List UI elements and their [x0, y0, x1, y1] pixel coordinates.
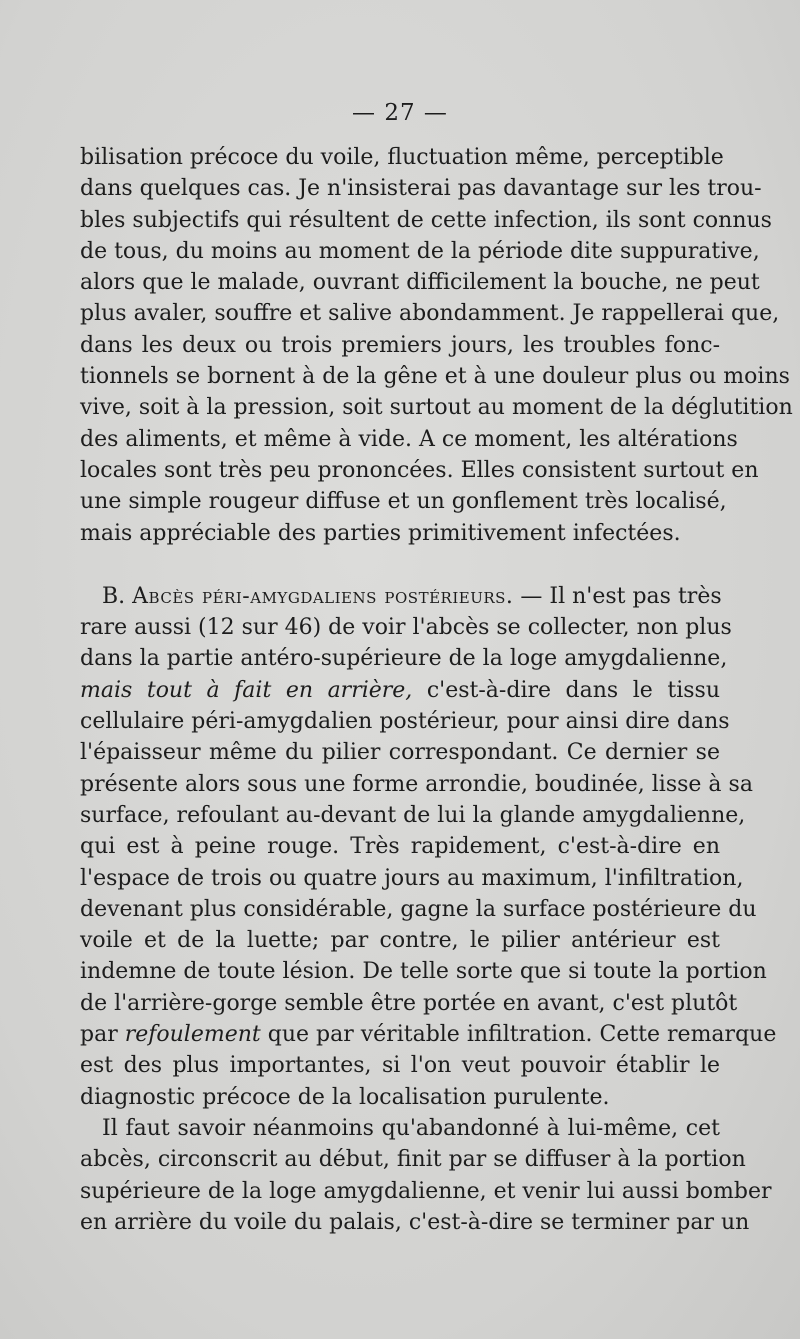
- text-line: présente alors sous une forme arrondie, boudinée, lisse à sa: [80, 771, 753, 797]
- text-line: diagnostic précoce de la localisation purulente.: [80, 1084, 610, 1110]
- text-line: devenant plus considérable, gagne la surface postérieure du: [80, 896, 757, 922]
- text-line: locales sont très peu prononcées. Elles consistent surtout en: [80, 457, 759, 483]
- text-line: [80, 1019, 777, 1050]
- section-heading: Abcès péri-amygdaliens postérieurs.: [132, 583, 514, 609]
- text-line: rare aussi (12 sur 46) de voir l'abcès se collecter, non plus: [80, 615, 732, 641]
- text-line: plus avaler, souffre et salive abondamment. Je rappellerai que,: [80, 301, 780, 327]
- text-line: vive, soit à la pression, soit surtout au moment de la déglutition: [80, 395, 793, 421]
- text-span: c'est-à-dire dans le tissu: [412, 677, 720, 703]
- text-span: — Il n'est pas très: [513, 583, 722, 609]
- text-line: tionnels se bornent à de la gêne et à une douleur plus ou moins: [80, 364, 790, 390]
- text-line: l'espace de trois ou quatre jours au maximum, l'infiltration,: [80, 865, 744, 891]
- text-line: Il faut savoir néanmoins qu'abandonné à lui-même, cet: [102, 1115, 720, 1141]
- text-line: bles subjectifs qui résultent de cette infection, ils sont connus: [80, 207, 772, 233]
- text-line: mais appréciable des parties primitivement infectées.: [80, 520, 681, 546]
- text-line: [80, 581, 720, 612]
- paragraph-1: [80, 142, 793, 549]
- text-line: supérieure de la loge amygdalienne, et venir lui aussi bomber: [80, 1178, 772, 1204]
- text-line: en arrière du voile du palais, c'est-à-dire se terminer par un: [80, 1209, 750, 1235]
- text-line: abcès, circonscrit au début, finit par se diffuser à la portion: [80, 1147, 746, 1173]
- text-line: est des plus importantes, si l'on veut pouvoir établir le: [80, 1053, 720, 1079]
- text-line: indemne de toute lésion. De telle sorte que si toute la portion: [80, 959, 767, 985]
- text-line: bilisation précoce du voile, fluctuation même, perceptible: [80, 145, 724, 170]
- italic-text: refoulement: [124, 1022, 261, 1048]
- text-line: une simple rougeur diffuse et un gonflement très localisé,: [80, 489, 727, 515]
- paragraph-3: [80, 1113, 772, 1238]
- text-line: dans quelques cas. Je n'insisterai pas davantage sur les trou-: [80, 176, 762, 202]
- text-line: de l'arrière-gorge semble être portée en avant, c'est plutôt: [80, 990, 738, 1016]
- text-line: de tous, du moins au moment de la période dite suppurative,: [80, 238, 760, 264]
- body-text: [80, 142, 793, 1238]
- text-line: surface, refoulant au-devant de lui la glande amygdalienne,: [80, 802, 746, 828]
- text-line: [80, 675, 720, 706]
- section-label: B.: [102, 583, 133, 609]
- text-line: l'épaisseur même du pilier correspondant. Ce dernier se: [80, 740, 720, 766]
- page-number: — 27 —: [352, 100, 448, 126]
- text-line: voile et de la luette; par contre, le pilier antérieur est: [80, 928, 720, 954]
- text-line: des aliments, et même à vide. A ce moment, les altérations: [80, 426, 738, 452]
- text-line: alors que le malade, ouvrant difficilement la bouche, ne peut: [80, 270, 760, 296]
- italic-text: mais tout à fait en arrière,: [80, 677, 413, 703]
- text-span: que par véritable infiltration. Cette remarque: [260, 1022, 777, 1048]
- text-line: dans la partie antéro-supérieure de la loge amygdalienne,: [80, 646, 728, 672]
- text-line: cellulaire péri-amygdalien postérieur, pour ainsi dire dans: [80, 709, 730, 735]
- paragraph-2: [80, 581, 777, 1113]
- text-line: dans les deux ou trois premiers jours, les troubles fonc-: [80, 332, 720, 358]
- text-line: qui est à peine rouge. Très rapidement, c'est-à-dire en: [80, 834, 720, 860]
- text-span: par: [80, 1022, 125, 1048]
